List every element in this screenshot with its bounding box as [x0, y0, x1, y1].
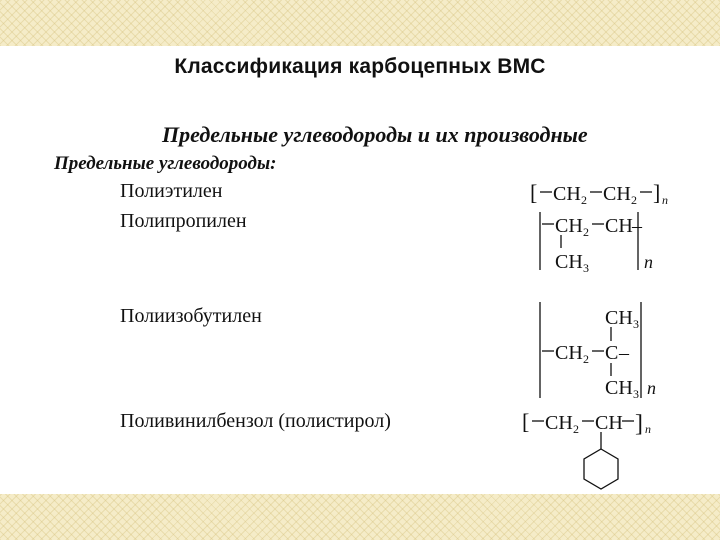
subscript-3: 3 — [583, 261, 589, 275]
n-subscript: n — [644, 252, 653, 272]
bracket-close: ] — [653, 180, 661, 205]
decorative-bottom-band — [0, 494, 720, 540]
n-subscript: n — [662, 193, 668, 207]
ch-label: CH — [545, 412, 573, 434]
ch-label: CH — [605, 307, 633, 329]
polymer-name-polystyrene: Поливинилбензол (полистирол) — [120, 410, 391, 432]
ch-label: CH — [555, 342, 583, 364]
subscript-3: 3 — [633, 387, 639, 401]
ch-label: CH — [555, 215, 583, 237]
polymer-name-polypropylene: Полипропилен — [120, 210, 247, 232]
subscript-2: 2 — [581, 193, 587, 207]
polyisobutylene-formula — [530, 298, 680, 402]
subscript-2: 2 — [583, 352, 589, 366]
section-label: Предельные углеводороды: — [54, 153, 277, 174]
bond-dash: – — [619, 342, 629, 364]
polyethylene-formula — [530, 178, 680, 208]
bracket-open: [ — [522, 409, 530, 434]
polypropylene-formula — [530, 208, 670, 278]
polystyrene-formula — [522, 405, 672, 494]
slide-title: Классификация карбоцепных ВМС — [174, 55, 546, 78]
ch-label: CH — [605, 215, 633, 237]
ch-label: CH — [603, 183, 631, 205]
subscript-2: 2 — [573, 422, 579, 436]
subscript-2: 2 — [583, 225, 589, 239]
decorative-top-band — [0, 0, 720, 46]
subscript-3: 3 — [633, 317, 639, 331]
ch-label: CH — [595, 412, 623, 434]
bond-dash: – — [632, 215, 642, 237]
ch-label: CH — [553, 183, 581, 205]
n-subscript: n — [647, 378, 656, 398]
slide-subtitle: Предельные углеводороды и их производные — [162, 122, 588, 147]
ch-label: CH — [605, 377, 633, 399]
benzene-ring — [584, 449, 618, 489]
c-label: C — [605, 342, 619, 364]
ch-label: CH — [555, 251, 583, 273]
subscript-2: 2 — [631, 193, 637, 207]
polymer-name-polyisobutylene: Полиизобутилен — [120, 305, 262, 327]
polymer-name-polyethylene: Полиэтилен — [120, 180, 223, 202]
bracket-close: ] — [635, 411, 643, 437]
bracket-open: [ — [530, 180, 538, 205]
n-subscript: n — [645, 422, 651, 436]
